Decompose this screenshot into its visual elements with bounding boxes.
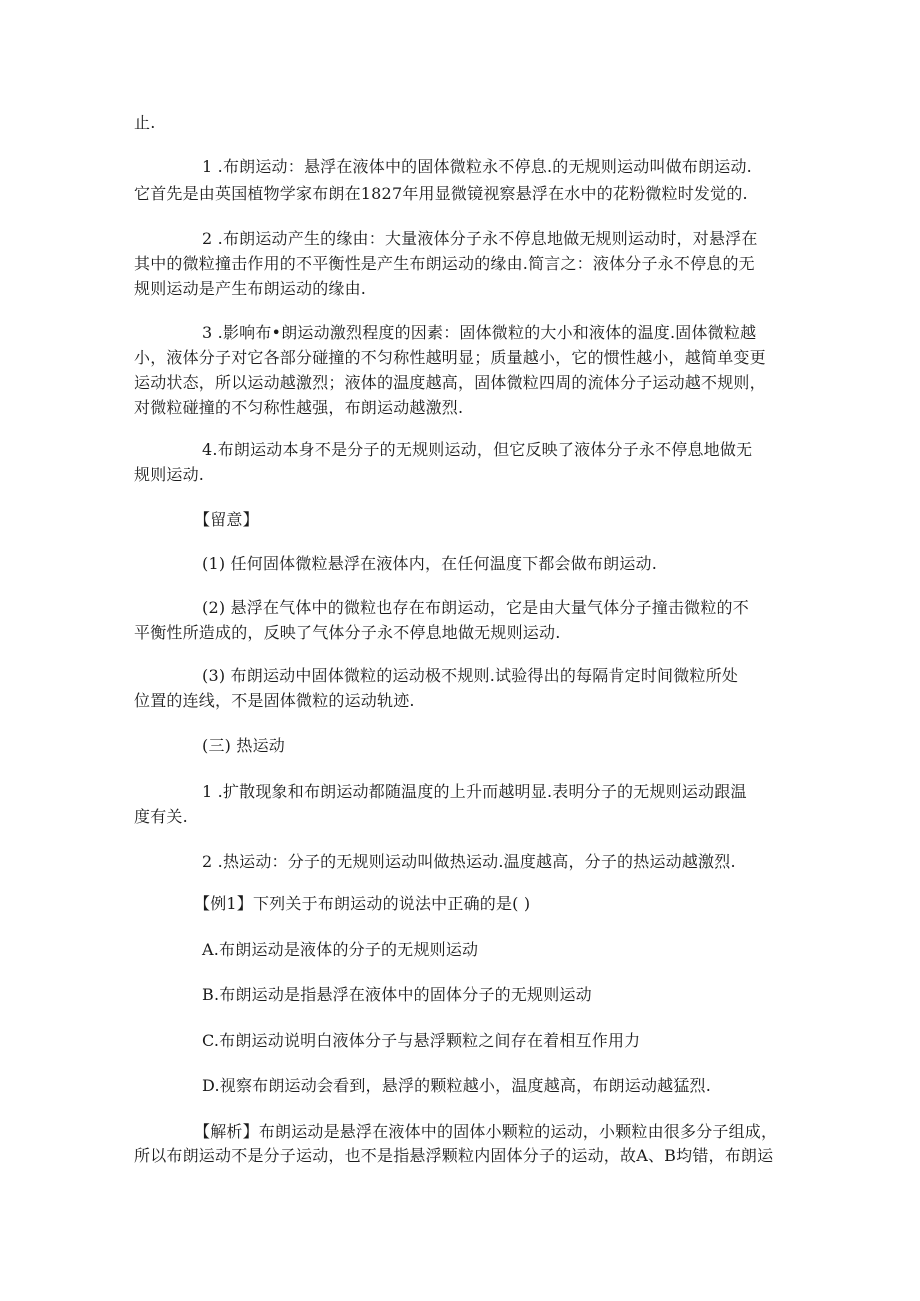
- text-line: 度有关.: [134, 807, 188, 826]
- answer-option-a: A.布朗运动是液体的分子的无规则运动: [202, 940, 479, 959]
- text-line: 位置的连线，不是固体微粒的运动轨迹.: [134, 691, 415, 710]
- section-heading: 【留意】: [194, 510, 259, 529]
- text-line: 对微粒碰撞的不匀称性越强，布朗运动越激烈.: [134, 398, 464, 417]
- text-line: 3 .影响布•朗运动激烈程度的因素：固体微粒的大小和液体的温度.固体微粒越: [202, 323, 757, 342]
- text-line: 规则运动.: [134, 465, 205, 484]
- text-line: (1) 任何固体微粒悬浮在液体内，在任何温度下都会做布朗运动.: [202, 554, 658, 573]
- text-line: 其中的微粒撞击作用的不平衡性是产生布朗运动的缘由.简言之：液体分子永不停息的无: [134, 254, 755, 273]
- text-line: 规则运动是产生布朗运动的缘由.: [134, 279, 367, 298]
- section-heading: (三) 热运动: [202, 736, 285, 755]
- text-line: 2 .热运动：分子的无规则运动叫做热运动.温度越高，分子的热运动越激烈.: [202, 852, 736, 871]
- analysis-line: 所以布朗运动不是分子运动，也不是指悬浮颗粒内固体分子的运动，故A、B均错，布朗运: [134, 1146, 774, 1165]
- answer-option-c: C.布朗运动说明白液体分子与悬浮颗粒之间存在着相互作用力: [202, 1031, 641, 1050]
- text-line: 4.布朗运动本身不是分子的无规则运动，但它反映了液体分子永不停息地做无: [202, 440, 753, 459]
- text-line: 小，液体分子对它各部分碰撞的不匀称性越明显；质量越小，它的惯性越小，越简单变更: [134, 348, 766, 367]
- text-line: 1 .扩散现象和布朗运动都随温度的上升而越明显.表明分子的无规则运动跟温: [202, 782, 747, 801]
- text-line: 止.: [134, 113, 156, 132]
- text-line: 2 .布朗运动产生的缘由：大量液体分子永不停息地做无规则运动时，对悬浮在: [202, 229, 758, 248]
- answer-option-b: B.布朗运动是指悬浮在液体中的固体分子的无规则运动: [202, 985, 592, 1004]
- example-question: 【例1】下列关于布朗运动的说法中正确的是( ): [194, 894, 531, 913]
- text-line: 平衡性所造成的，反映了气体分子永不停息地做无规则运动.: [134, 623, 561, 642]
- text-line: 1 .布朗运动：悬浮在液体中的固体微粒永不停息.的无规则运动叫做布朗运动.: [202, 157, 752, 176]
- text-line: 它首先是由英国植物学家布朗在1827年用显微镜视察悬浮在水中的花粉微粒时发觉的.: [134, 184, 748, 203]
- analysis-line: 【解析】布朗运动是悬浮在液体中的固体小颗粒的运动，小颗粒由很多分子组成，: [194, 1122, 778, 1141]
- text-line: 运动状态，所以运动越激烈；液体的温度越高，固体微粒四周的流体分子运动越不规则，: [134, 373, 766, 392]
- answer-option-d: D.视察布朗运动会看到，悬浮的颗粒越小，温度越高，布朗运动越猛烈.: [202, 1076, 712, 1095]
- text-line: (2) 悬浮在气体中的微粒也存在布朗运动，它是由大量气体分子撞击微粒的不: [202, 598, 749, 617]
- text-line: (3) 布朗运动中固体微粒的运动极不规则.试验得出的每隔肯定时间微粒所处: [202, 666, 739, 685]
